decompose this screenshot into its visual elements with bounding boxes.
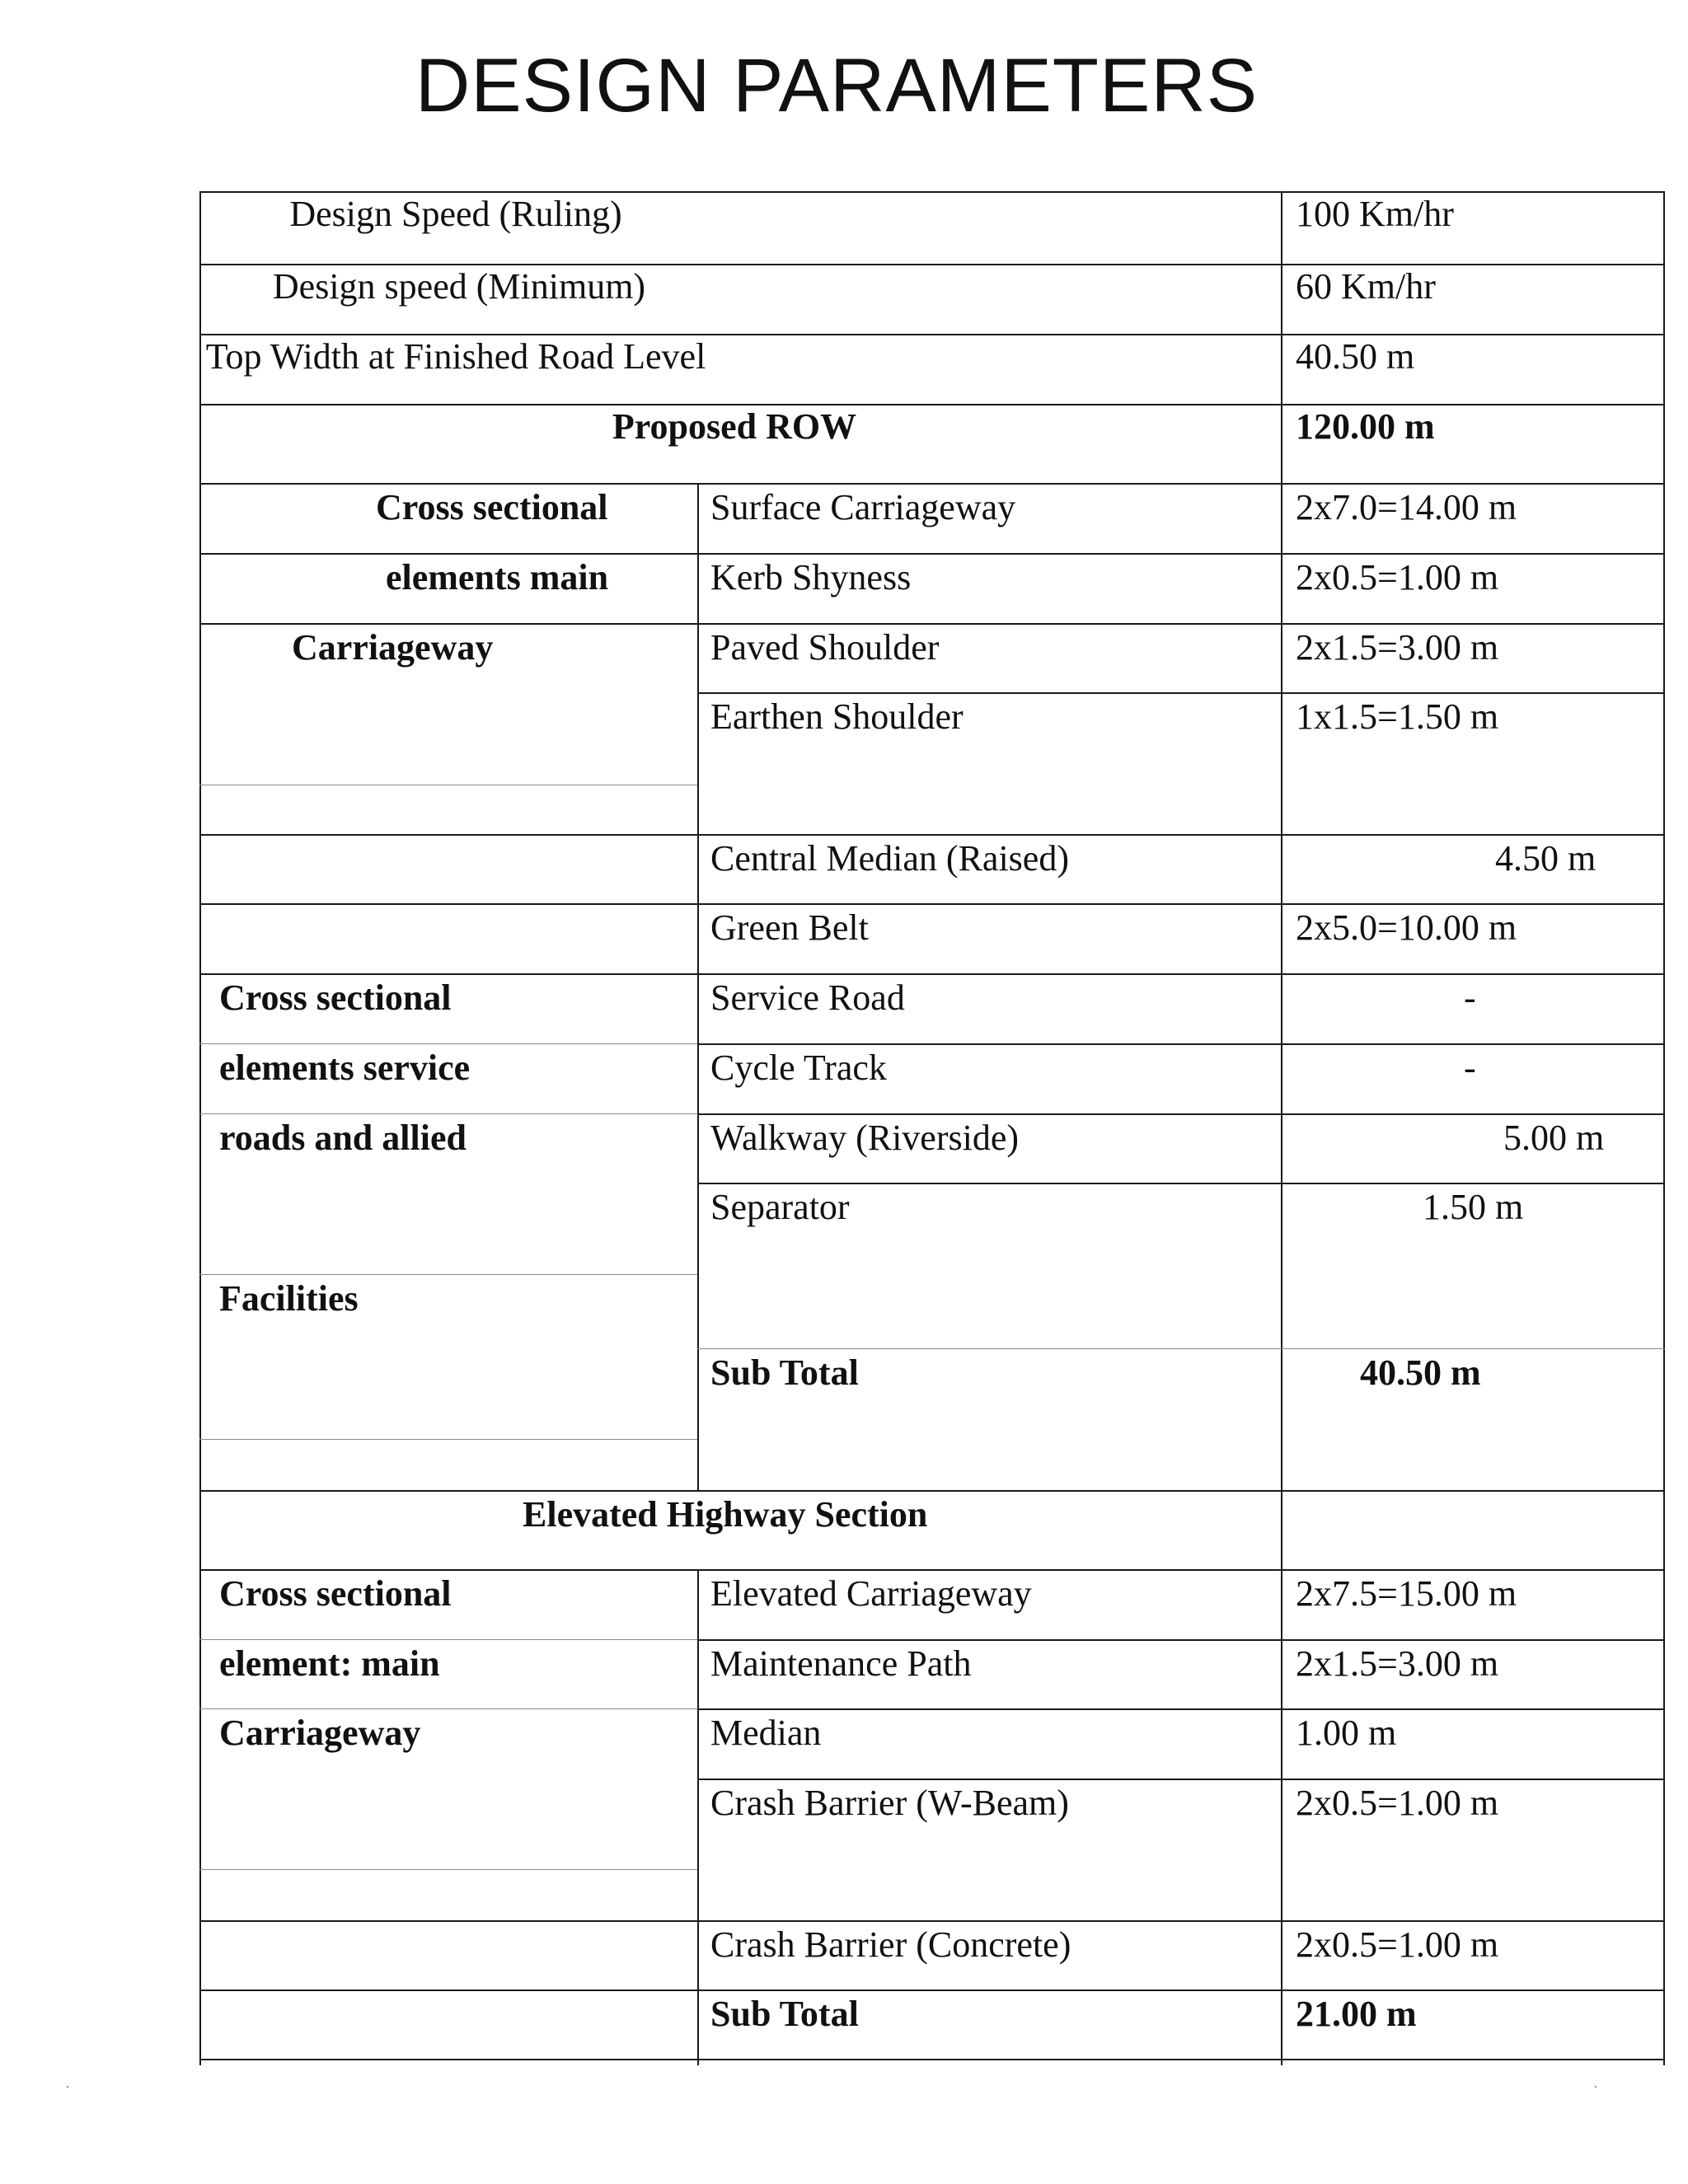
- subtotal-label: Sub Total: [710, 1352, 859, 1393]
- element-name: Green Belt: [710, 907, 869, 948]
- element-value: 2x5.0=10.00 m: [1296, 907, 1517, 948]
- group-label: element: main: [219, 1643, 440, 1684]
- page-title: DESIGN PARAMETERS: [415, 44, 1259, 128]
- row-line-thin: [199, 1869, 697, 1870]
- row-line: [697, 1708, 1665, 1710]
- param-label: Design Speed (Ruling): [289, 194, 622, 234]
- element-name: Cycle Track: [710, 1047, 887, 1088]
- subtotal-value: 40.50 m: [1360, 1352, 1481, 1393]
- element-name: Median: [710, 1713, 822, 1753]
- group-label: Cross sectional: [219, 1573, 452, 1614]
- group-label: Cross sectional: [376, 487, 608, 527]
- param-label: Design speed (Minimum): [272, 266, 646, 307]
- element-value: 2x7.0=14.00 m: [1296, 487, 1517, 527]
- footer-mark: .: [66, 2077, 69, 2091]
- row-line-thin: [199, 1043, 697, 1044]
- table-border-right: [1663, 191, 1665, 2065]
- element-name: Service Road: [710, 977, 905, 1018]
- subtotal-value: 21.00 m: [1296, 1994, 1417, 2034]
- element-value: 2x0.5=1.00 m: [1296, 557, 1499, 598]
- element-name: Walkway (Riverside): [710, 1118, 1019, 1158]
- group-label: Carriageway: [292, 627, 494, 668]
- element-name: Separator: [710, 1187, 850, 1227]
- element-value: 2x7.5=15.00 m: [1296, 1573, 1517, 1614]
- element-name: Crash Barrier (Concrete): [710, 1924, 1071, 1965]
- element-value: -: [1464, 1047, 1476, 1088]
- row-line-thin: [199, 1639, 697, 1640]
- param-value: 100 Km/hr: [1296, 194, 1454, 234]
- element-value: 2x0.5=1.00 m: [1296, 1783, 1499, 1823]
- row-line-thin: [199, 1274, 697, 1275]
- element-value: -: [1464, 977, 1476, 1018]
- row-line-thin: [199, 1439, 697, 1440]
- group-label: Facilities: [219, 1278, 359, 1319]
- element-name: Earthen Shoulder: [710, 696, 964, 737]
- group-label: elements service: [219, 1047, 471, 1088]
- element-name: Crash Barrier (W-Beam): [710, 1783, 1069, 1823]
- element-column-divider-1: [697, 483, 699, 1492]
- row-line: [199, 1490, 1665, 1492]
- param-value: 40.50 m: [1296, 336, 1415, 377]
- group-label: roads and allied: [219, 1118, 467, 1158]
- row-line: [199, 2059, 1665, 2060]
- element-name: Surface Carriageway: [710, 487, 1016, 527]
- element-value: 5.00 m: [1503, 1118, 1605, 1158]
- group-label: Cross sectional: [219, 977, 452, 1018]
- group-label: elements main: [386, 557, 609, 598]
- element-value: 1x1.5=1.50 m: [1296, 696, 1499, 737]
- group-label: Carriageway: [219, 1713, 421, 1753]
- element-name: Central Median (Raised): [710, 838, 1069, 879]
- element-name: Maintenance Path: [710, 1643, 972, 1684]
- row-line-thin: [199, 1708, 697, 1709]
- param-value: 60 Km/hr: [1296, 266, 1436, 307]
- element-value: 1.00 m: [1296, 1713, 1397, 1753]
- element-value: 4.50 m: [1495, 838, 1597, 879]
- row-line-thin: [697, 1348, 1665, 1349]
- param-label: Top Width at Finished Road Level: [205, 336, 706, 377]
- param-value: 120.00 m: [1296, 406, 1435, 447]
- element-name: Elevated Carriageway: [710, 1573, 1032, 1614]
- row-line: [199, 1990, 1665, 1991]
- footer-mark: .: [1594, 2077, 1597, 2091]
- element-name: Kerb Shyness: [710, 557, 912, 598]
- value-column-divider: [1281, 191, 1282, 2065]
- section-title: Elevated Highway Section: [523, 1494, 928, 1535]
- element-column-divider-2: [697, 1571, 699, 2065]
- element-value: 2x1.5=3.00 m: [1296, 1643, 1499, 1684]
- subtotal-label: Sub Total: [710, 1994, 859, 2034]
- element-value: 1.50 m: [1423, 1187, 1524, 1227]
- row-line-thin: [199, 1113, 697, 1114]
- element-value: 2x0.5=1.00 m: [1296, 1924, 1499, 1965]
- element-name: Paved Shoulder: [710, 627, 940, 668]
- element-value: 2x1.5=3.00 m: [1296, 627, 1499, 668]
- param-label: Proposed ROW: [612, 406, 857, 447]
- table-border-left: [199, 191, 201, 2065]
